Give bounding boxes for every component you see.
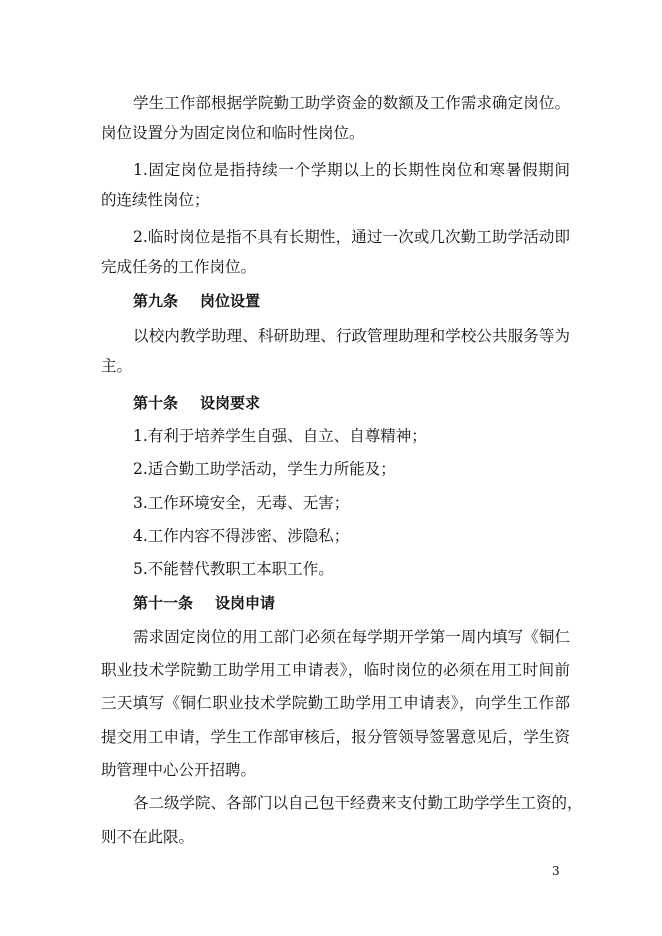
paragraph-line: 1.固定岗位是指持续一个学期以上的长期性岗位和寒暑假期间 xyxy=(133,161,570,179)
list-item: 3.工作环境安全，无毒、无害； xyxy=(133,494,350,512)
paragraph-line: 职业技术学院勤工助学用工申请表》，临时岗位的必须在用工时间前 xyxy=(101,661,570,679)
paragraph-line: 学生工作部根据学院勤工助学资金的数额及工作需求确定岗位。 xyxy=(133,94,570,112)
paragraph-line: 的连续性岗位； xyxy=(101,191,210,209)
article-title: 设岗申请 xyxy=(215,594,276,612)
paragraph-line: 则不在此限。 xyxy=(101,828,195,846)
article-title: 设岗要求 xyxy=(200,394,261,412)
article-number: 第十一条 xyxy=(133,594,194,612)
paragraph-line: 以校内教学助理、科研助理、行政管理助理和学校公共服务等为 xyxy=(133,327,570,345)
list-item: 5.不能替代教职工本职工作。 xyxy=(133,560,334,578)
paragraph-line: 2.临时岗位是指不具有长期性，通过一次或几次勤工助学活动即 xyxy=(133,228,570,246)
paragraph-line: 三天填写《铜仁职业技术学院勤工助学用工申请表》，向学生工作部 xyxy=(101,694,570,712)
list-item: 4.工作内容不得涉密、涉隐私； xyxy=(133,527,350,545)
list-item: 2.适合勤工助学活动，学生力所能及； xyxy=(133,460,396,478)
list-item: 1.有利于培养学生自强、自立、自尊精神； xyxy=(133,427,427,445)
paragraph-line: 需求固定岗位的用工部门必须在每学期开学第一周内填写《铜仁 xyxy=(133,628,570,646)
paragraph-line: 完成任务的工作岗位。 xyxy=(101,258,257,276)
paragraph-line: 助管理中心公开招聘。 xyxy=(101,761,257,779)
paragraph-line: 岗位设置分为固定岗位和临时性岗位。 xyxy=(101,124,365,142)
article-number: 第九条 xyxy=(133,292,179,310)
article-heading xyxy=(133,291,570,311)
article-number: 第十条 xyxy=(133,394,179,412)
paragraph-line: 各二级学院、各部门以自己包干经费来支付勤工助学学生工资的， xyxy=(133,794,583,812)
article-heading xyxy=(133,393,570,413)
article-heading xyxy=(133,593,570,613)
page-number: 3 xyxy=(552,864,560,878)
article-title: 岗位设置 xyxy=(200,292,261,310)
paragraph-line: 提交用工申请，学生工作部审核后，报分管领导签署意见后，学生资 xyxy=(101,728,570,746)
paragraph-line: 主。 xyxy=(101,357,133,375)
